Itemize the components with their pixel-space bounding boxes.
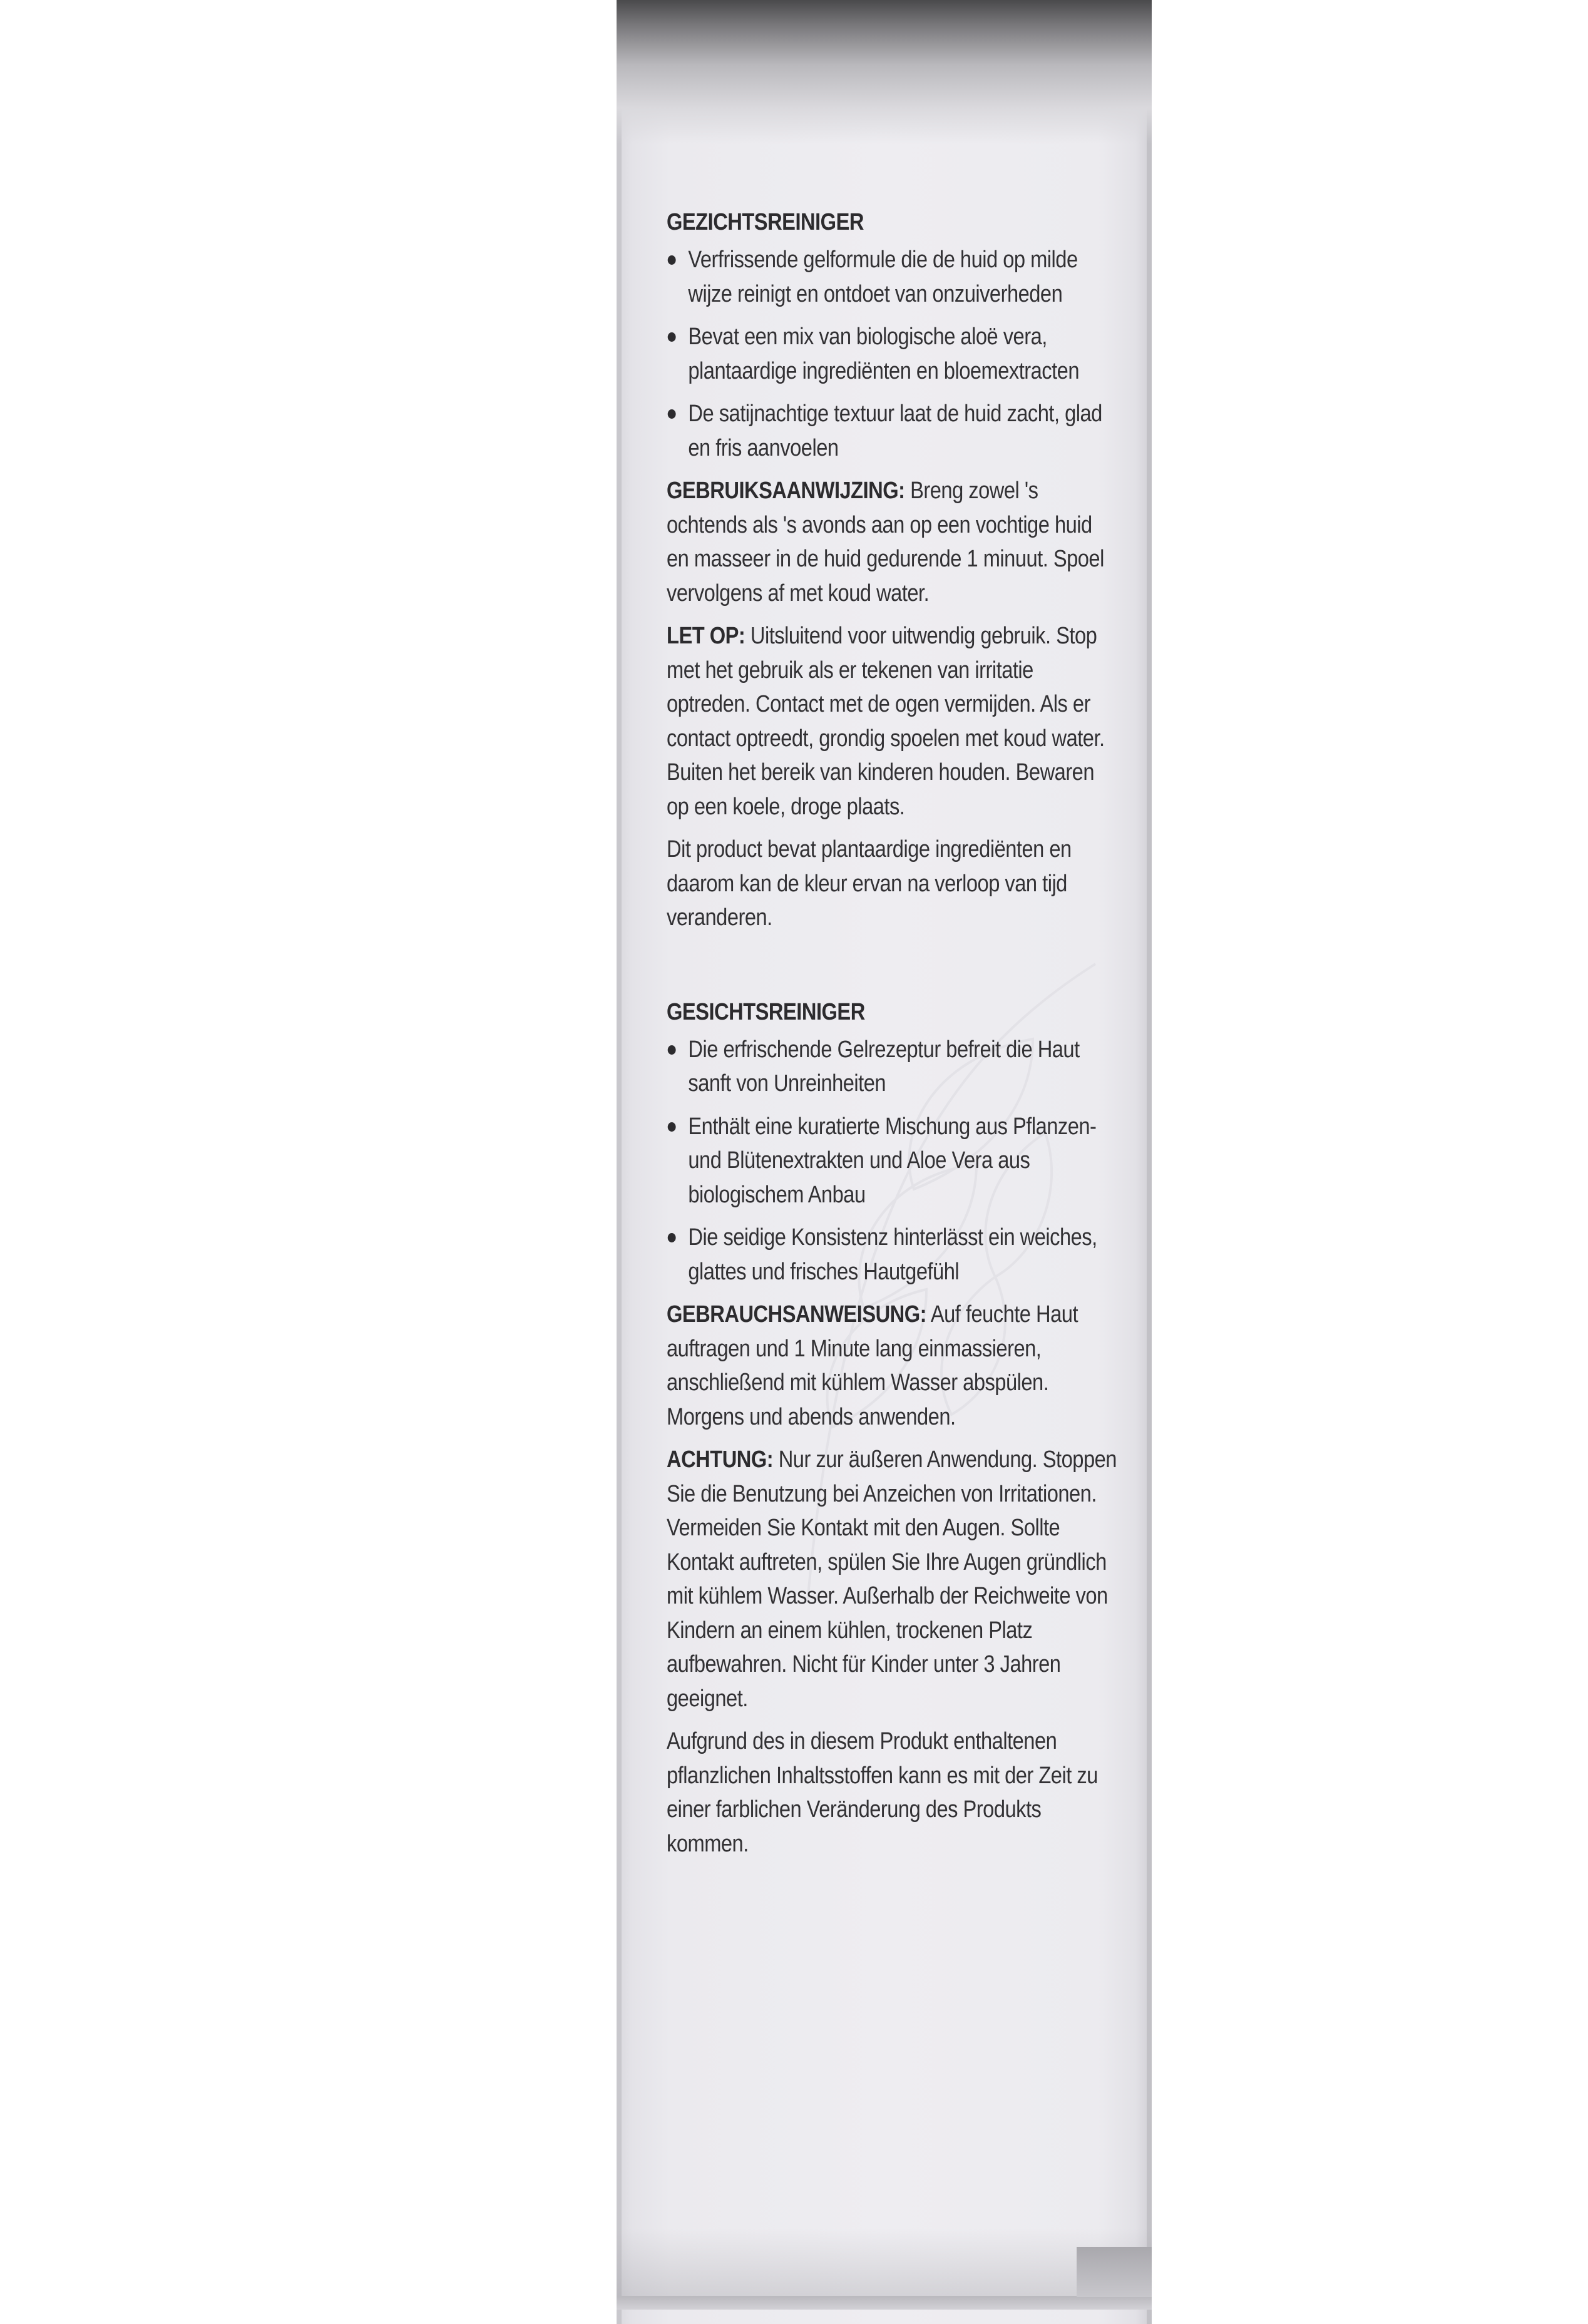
german-warning-text: Nur zur äußeren Anwendung. Stoppen Sie die Benutzung bei Anzeichen von Irritationen. Vermeiden Sie Kontakt mit den Augen. Sollte Kontakt auftreten, spülen Sie Ihre Augen gründlich mit kühlem Wasser. Außerhalb der Reichweite von Kindern an einem kühlen, trockenen Platz aufbewahren. Nicht für Kinder unter 3 Jahren geeignet. — [667, 1446, 1117, 1712]
box-top-shadow — [617, 0, 1152, 144]
german-warning-label: ACHTUNG: — [667, 1446, 774, 1473]
section-spacer — [667, 944, 1117, 995]
dutch-usage-label: GEBRUIKSAANWIJZING: — [667, 478, 905, 504]
box-bottom-shade — [617, 2228, 1152, 2297]
box-corner-flap — [1077, 2247, 1152, 2297]
dutch-heading: GEZICHTSREINIGER — [667, 209, 864, 235]
german-usage-label: GEBRAUCHSANWEISUNG: — [667, 1301, 927, 1328]
dutch-bullet-1: Verfrissende gelformule die de huid op milde wijze reinigt en ontdoet van onzuiverheden — [667, 243, 1117, 311]
german-bullet-1: Die erfrischende Gelrezeptur befreit die Haut sanft von Unreinheiten — [667, 1033, 1117, 1101]
dutch-warning-text: Uitsluitend voor uitwendig gebruik. Stop met het gebruik als er tekenen van irritatie optreden. Contact met de ogen vermijden. Als er contact optreedt, grondig spoelen met koud water. Buiten het bereik van kinderen houden. Bewaren op een koele, droge plaats. — [667, 623, 1105, 820]
german-usage — [667, 1298, 1117, 1434]
german-section — [667, 995, 1117, 1861]
dutch-bullet-list — [667, 243, 1117, 465]
german-warning — [667, 1443, 1117, 1716]
german-usage-text: Auf feuchte Haut auftragen und 1 Minute lang einmassieren, anschließend mit kühlem Wasser abspülen. Morgens und abends anwenden. — [667, 1301, 1078, 1430]
box-bottom-edge — [617, 2296, 1152, 2310]
dutch-usage — [667, 474, 1117, 610]
dutch-usage-text: Breng zowel 's ochtends als 's avonds aan op een vochtige huid en masseer in de huid gedurende 1 minuut. Spoel vervolgens af met koud water. — [667, 478, 1104, 607]
dutch-note: Dit product bevat plantaardige ingrediënten en daarom kan de kleur ervan na verloop van tijd veranderen. — [667, 836, 1072, 931]
dutch-warning-label: LET OP: — [667, 623, 745, 649]
german-bullet-list — [667, 1033, 1117, 1289]
dutch-section — [667, 205, 1117, 935]
german-heading: GESICHTSREINIGER — [667, 998, 865, 1025]
label-text-panel — [667, 205, 1117, 1870]
german-note: Aufgrund des in diesem Produkt enthaltenen pflanzlichen Inhaltsstoffen kann es mit der Zeit zu einer farblichen Veränderung des Produkts kommen. — [667, 1728, 1098, 1857]
dutch-bullet-2: Bevat een mix van biologische aloë vera, plantaardige ingrediënten en bloemextracten — [667, 320, 1117, 388]
dutch-bullet-3: De satijnachtige textuur laat de huid zacht, glad en fris aanvoelen — [667, 397, 1117, 465]
box-right-edge — [1147, 0, 1152, 2324]
box-left-edge — [617, 0, 622, 2324]
german-bullet-2: Enthält eine kuratierte Mischung aus Pflanzen- und Blütenextrakten und Aloe Vera aus biologischem Anbau — [667, 1110, 1117, 1212]
dutch-warning — [667, 619, 1117, 824]
german-bullet-3: Die seidige Konsistenz hinterlässt ein weiches, glattes und frisches Hautgefühl — [667, 1221, 1117, 1289]
